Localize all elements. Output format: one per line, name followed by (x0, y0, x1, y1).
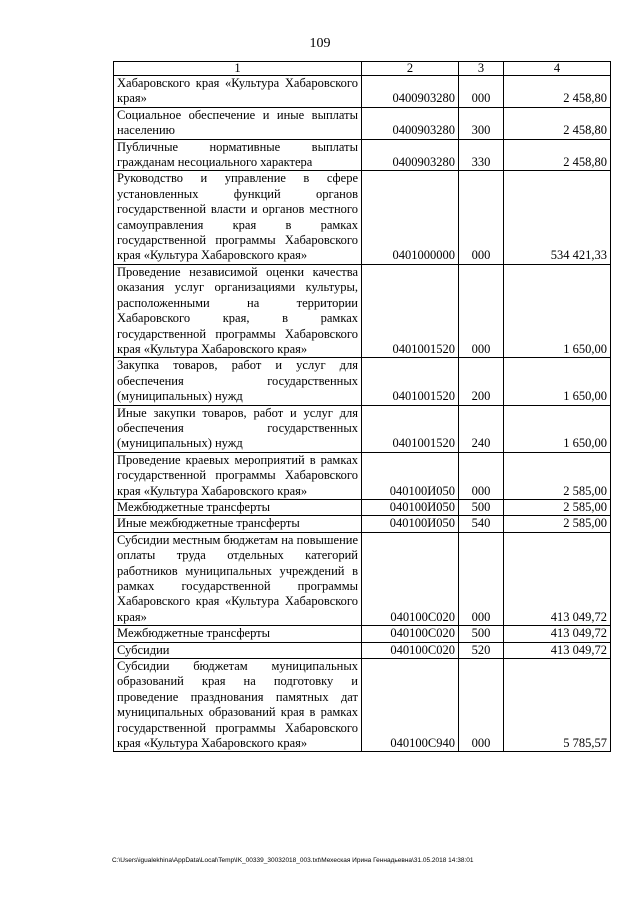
row-name: Хабаровского края «Культура Хабаровского края» (114, 76, 362, 108)
expense-type-code: 000 (459, 76, 504, 108)
target-article-code: 0401000000 (362, 171, 459, 264)
target-article-code: 0401001520 (362, 264, 459, 357)
target-article-code: 040100И050 (362, 452, 459, 499)
table-row (114, 659, 611, 752)
amount: 413 049,72 (504, 532, 611, 625)
column-header: 2 (362, 62, 459, 76)
row-name: Иные закупки товаров, работ и услуг для обеспечения государственных (муниципальных) нужд (114, 405, 362, 452)
amount: 2 458,80 (504, 107, 611, 139)
row-name: Проведение краевых мероприятий в рамках государственной программы Хабаровского края «Культура Хабаровского края» (114, 452, 362, 499)
amount: 2 585,00 (504, 516, 611, 532)
target-article-code: 040100И050 (362, 516, 459, 532)
row-name: Социальное обеспечение и иные выплаты населению (114, 107, 362, 139)
amount: 1 650,00 (504, 358, 611, 405)
table-row (114, 139, 611, 171)
page-number: 109 (309, 36, 331, 51)
table-row (114, 516, 611, 532)
table-row (114, 532, 611, 625)
target-article-code: 0400903280 (362, 76, 459, 108)
column-header: 3 (459, 62, 504, 76)
target-article-code: 0400903280 (362, 107, 459, 139)
row-name: Закупка товаров, работ и услуг для обеспечения государственных (муниципальных) нужд (114, 358, 362, 405)
row-name: Публичные нормативные выплаты гражданам несоциального характера (114, 139, 362, 171)
budget-table (113, 61, 611, 752)
row-name: Руководство и управление в сфере установленных функций органов государственной власти и органов местного самоуправления края в рамках государственной программы Хабаровского края «Культура Хабаровского края» (114, 171, 362, 264)
amount: 2 585,00 (504, 499, 611, 515)
table-row (114, 264, 611, 357)
amount: 2 458,80 (504, 139, 611, 171)
expense-type-code: 300 (459, 107, 504, 139)
table-header-row (114, 62, 611, 76)
row-name: Межбюджетные трансферты (114, 626, 362, 642)
target-article-code: 0401001520 (362, 358, 459, 405)
file-path-footer: C:\Users\igualekhina\AppData\Local\Temp\IK_00339_30032018_003.txt\Мехеская Ирина Геннадьевна\31.05.2018 14:38:01 (112, 857, 474, 864)
expense-type-code: 520 (459, 642, 504, 658)
target-article-code: 0401001520 (362, 405, 459, 452)
expense-type-code: 000 (459, 532, 504, 625)
row-name: Межбюджетные трансферты (114, 499, 362, 515)
amount: 1 650,00 (504, 405, 611, 452)
row-name: Субсидии (114, 642, 362, 658)
amount: 413 049,72 (504, 642, 611, 658)
target-article-code: 0400903280 (362, 139, 459, 171)
table-row (114, 358, 611, 405)
target-article-code: 040100С020 (362, 626, 459, 642)
expense-type-code: 000 (459, 452, 504, 499)
expense-type-code: 500 (459, 626, 504, 642)
target-article-code: 040100С020 (362, 532, 459, 625)
column-header: 1 (114, 62, 362, 76)
amount: 413 049,72 (504, 626, 611, 642)
column-header: 4 (504, 62, 611, 76)
row-name: Проведение независимой оценки качества оказания услуг организациями культуры, расположенными на территории Хабаровского края, в рамках государственной программы Хабаровского края «Культура Хабаровского края» (114, 264, 362, 357)
table-row (114, 76, 611, 108)
amount: 2 585,00 (504, 452, 611, 499)
expense-type-code: 000 (459, 171, 504, 264)
target-article-code: 040100С940 (362, 659, 459, 752)
expense-type-code: 000 (459, 264, 504, 357)
expense-type-code: 330 (459, 139, 504, 171)
expense-type-code: 000 (459, 659, 504, 752)
table-row (114, 171, 611, 264)
row-name: Субсидии бюджетам муниципальных образований края на подготовку и проведение празднования памятных дат муниципальных образований края в рамках государственной программы Хабаровского края «Культура Хабаровского края» (114, 659, 362, 752)
table-row (114, 642, 611, 658)
amount: 2 458,80 (504, 76, 611, 108)
amount: 1 650,00 (504, 264, 611, 357)
row-name: Иные межбюджетные трансферты (114, 516, 362, 532)
table-row (114, 626, 611, 642)
target-article-code: 040100И050 (362, 499, 459, 515)
table-row (114, 452, 611, 499)
table-row (114, 107, 611, 139)
table-row (114, 499, 611, 515)
table-row (114, 405, 611, 452)
expense-type-code: 200 (459, 358, 504, 405)
amount: 534 421,33 (504, 171, 611, 264)
expense-type-code: 240 (459, 405, 504, 452)
expense-type-code: 500 (459, 499, 504, 515)
amount: 5 785,57 (504, 659, 611, 752)
row-name: Субсидии местным бюджетам на повышение оплаты труда отдельных категорий работников муниципальных учреждений в рамках государственной программы Хабаровского края «Культура Хабаровского края» (114, 532, 362, 625)
expense-type-code: 540 (459, 516, 504, 532)
target-article-code: 040100С020 (362, 642, 459, 658)
